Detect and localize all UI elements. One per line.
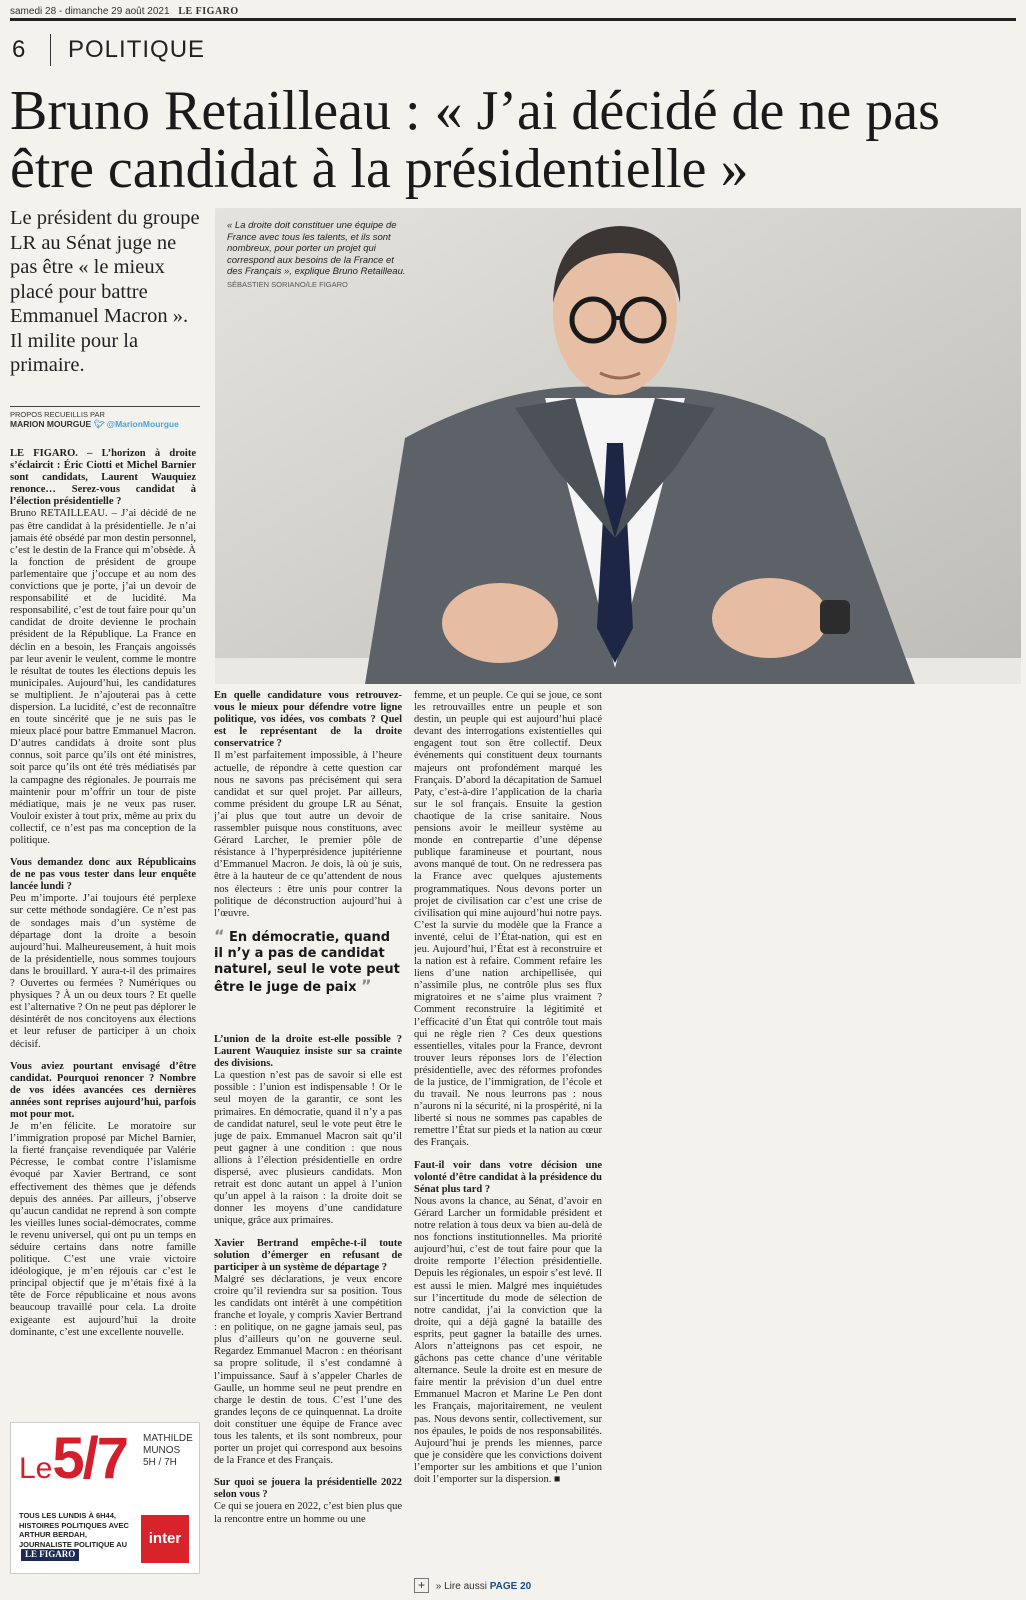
plus-icon: + <box>414 1578 429 1593</box>
question: En quelle candidature vous retrouvez-vous le mieux pour défendre votre ligne politique, vos idées, vos combats ? Quel est le représentant de la droite conservatrice ? <box>214 690 402 750</box>
promo-show-title <box>19 1425 127 1492</box>
article-column-3 <box>414 690 602 1570</box>
promo-number: 5/7 <box>52 1426 128 1491</box>
answer: La question n’est pas de savoir si elle est possible : l’union est indispensable ! Or le seul moyen de la garantir, ce sont les primaires. En démocratie, quand il n’y a pas de candidat naturel, seul le vote peut être le juge de paix. Emmanuel Macron sait qu’il peut gagner à une condition : que nous allions à l’élection présidentielle en ordre dispersé, avec plusieurs candidats. Mon retrait est donc autant un appel à l’union qu’un appel à la raison : la droite doit se donner les moyens d’une candidature unique, grâce aux primaires. <box>214 1070 402 1227</box>
open-quote-icon: “ <box>214 926 225 945</box>
promo-info <box>19 1511 129 1561</box>
byline-rule <box>10 406 200 407</box>
promo-hours: 5H / 7H <box>143 1457 177 1468</box>
byline-author <box>10 419 210 430</box>
caption-text: « La droite doit constituer une équipe de France avec tous les talents, et ils sont nombreux, pour porter un projet qui correspond aux besoins de la France et des Français », explique Bruno Retailleau. <box>227 220 406 277</box>
answer: Il m’est parfaitement impossible, à l’heure actuelle, de répondre à cette question car nous ne savons pas précisément qui sera candidat et sur quel projet. Par ailleurs, comme président du groupe LR au Sénat, j’ai plus que tout autre un devoir de rassembler puisque nous constituons, avec Gérard Larcher, le premier pôle de résistance à l’hyperprésidence jupitérienne d’Emmanuel Macron. Je dois, là où je suis, être à la hauteur de ce qu’attendent de nous nos électeurs : être unis pour contrer la politique de déconstruction aujourd’hui à l’œuvre. <box>214 750 402 919</box>
promo-info-text: TOUS LES LUNDIS À 6H44, HISTOIRES POLITIQUES AVEC ARTHUR BERDAH, JOURNALISTE POLITIQUE AU <box>19 1511 129 1549</box>
answer: femme, et un peuple. Ce qui se joue, ce sont les retrouvailles entre un peuple et son destin, un peuple qui est aujourd’hui placé devant des interrogations existentielles qui engagent tout son être collectif. Deux événements qui constituent deux tournants majeurs ont profondément marqué les Français. D’abord la décapitation de Samuel Paty, c’est-à-dire l’application de la charia sur le sol français. Ensuite la gestion chaotique de la crise sanitaire. Nous pensions avoir le meilleur système au monde en contrepartie d’une dépense publique faramineuse et pourtant, nous avons manqué de tout. On ne redressera pas la France avec quelques ajustements programmatiques. Nous devons porter un projet de civilisation car c’est une crise de civilisation qui mine aujourd’hui notre pays. C’est la survie du modèle que la France a inventé, celui de l’État-nation, qui est en jeu. Aujourd’hui, l’État est à reconstruire et la nation est à refaire. Comment refaire les liens d’une nation archipellisée, qui n’assimile plus, ne contrôle plus ses flux migratoires et ne s’aime plus vraiment ? Comment reconstruire la légitimité et l’efficacité d’un État qui contrôle tout mais qui ne règle rien ? Ces deux questions essentielles, vitales pour la France, devront trouver leurs réponses lors de l’élection présidentielle, avec des réformes profondes de la justice, de l’immigration, de l’école et du travail. Ne nous leurrons pas : nous n’aurons ni la sécurité, ni la prospérité, ni la liberté si nous ne sommes pas capables de remettre l’État sur pieds et la nation au cœur des Français. <box>414 690 602 1149</box>
issue-date: samedi 28 - dimanche 29 août 2021 <box>10 6 170 17</box>
close-quote-icon: ” <box>361 976 372 995</box>
promo-le: Le <box>19 1452 53 1485</box>
france-inter-logo: inter <box>141 1515 189 1563</box>
question: Vous aviez pourtant envisagé d’être candidat. Pourquoi renoncer ? Nombre de vos idées avancées ces dernières années sont reprises aujourd’hui, parfois mot pour mot. <box>10 1060 196 1120</box>
photo-credit: SÉBASTIEN SORIANO/LE FIGARO <box>227 279 348 289</box>
radio-promo[interactable] <box>10 1422 200 1574</box>
question: Xavier Bertrand empêche-t-il toute solution d’émerger en refusant de participer à un système de départage ? <box>214 1237 402 1273</box>
masthead-rule <box>10 18 1016 21</box>
pull-quote-text: En démocratie, quand il n’y a pas de candidat naturel, seul le vote peut être le juge de paix <box>214 930 400 995</box>
deck: Le président du groupe LR au Sénat juge ne pas être « le mieux placé pour battre Emmanuel Macron ». Il milite pour la primaire. <box>10 207 200 376</box>
question: Sur quoi se jouera la présidentielle 2022 selon vous ? <box>214 1477 402 1501</box>
answer: Peu m’importe. J’ai toujours été perplexe sur cette méthode sondagière. Ce n’est pas de sondages mais d’un système de départage dont la droite a besoin aujourd’hui. Malheureusement, à huit mois de la présidentielle, nous sommes toujours dans le brouillard. Y aura-t-il des primaires ? Ouvertes ou fermées ? Numériques ou physiques ? À un ou deux tours ? Et quelle est l’alternative ? On ne peut pas déplorer le désintérêt de nos concitoyens aux élections et leur refuser de participer à un choix décisif. <box>10 893 196 1050</box>
author-twitter-handle[interactable]: @MarionMourgue <box>106 419 179 429</box>
promo-host <box>143 1433 199 1469</box>
question: Vous demandez donc aux Républicains de ne pas vous tester dans leur enquête lancée lundi ? <box>10 857 196 893</box>
read-also-page[interactable]: PAGE 20 <box>489 1581 532 1592</box>
read-also-footer[interactable] <box>414 1578 602 1593</box>
question: LE FIGARO. – L’horizon à droite s’éclaircit : Éric Ciotti et Michel Barnier sont candidats, Laurent Wauquiez renonce… Serez-vous candidat à l’élection présidentielle ? <box>10 448 196 508</box>
twitter-icon: 🐦︎ <box>93 419 105 429</box>
headline <box>10 82 1020 198</box>
author-name: MARION MOURGUE <box>10 419 92 429</box>
answer: Je m’en félicite. Le moratoire sur l’immigration proposé par Michel Barnier, la fierté française revendiquée par Valérie Pécresse, le combat contre l’islamisme évoqué par Xavier Bertrand, ce sont effectivement des thèmes que je défends depuis des années. Par ailleurs, j’observe qu’aucun candidat ne reprend à son compte les vieilles lunes social-démocrates, comme le revenu universel, qui ont pu un temps en séduire certains dans notre famille politique. C’est une vraie victoire idéologique, je m’en réjouis car c’est le principal objectif que je m’étais fixé à la tête de Force républicaine et nous avons beaucoup travaillé pour cela. La droite exigeante est aujourd’hui la droite dominante, c’est une excellente nouvelle. <box>10 1121 196 1338</box>
article-column-2-top <box>214 690 402 920</box>
answer: Bruno RETAILLEAU. – J’ai décidé de ne pas être candidat à la présidentielle. Je n’ai jamais été obsédé par mon destin personnel, c’est le destin de la France qui m’obsède. À la fonction de président de groupe parlementaire que j’occupe et au nom des convictions que je porte, j’ai un devoir de responsabilité et de lucidité. Ma responsabilité, c’est de tout faire pour qu’un candidat de droite devienne le prochain président de la République. La France en déclin en a besoin, les Français angoissés par leur avenir le veulent, comme le montre le résultat de toutes les élections depuis les municipales. Aujourd’hui, les candidatures se multiplient. Je n’ajouterai pas à cette dispersion. La lucidité, c’est de reconnaître en toute sincérité que je ne suis pas le mieux placé pour battre Emmanuel Macron. D’autres candidats à droite sont plus connus, soit parce qu’ils ont été ministres, soit parce qu’ils ont été très médiatisés par la campagne des régionales. Je pourrais me maintenir pour m’offrir un tour de piste médiatique, mais je ne veux pas ruser. Vouloir exister à tout prix, même au prix du collectif, ce n’est pas ma conception de la politique. <box>10 508 196 846</box>
section-name: POLITIQUE <box>68 36 206 63</box>
byline <box>10 410 210 430</box>
answer: Nous avons la chance, au Sénat, d’avoir en Gérard Larcher un formidable président et notre relation à tous deux va bien au-delà de nos fonctions institutionnelles. Ma priorité aujourd’hui, c’est de tout faire pour que la droite remporte l’élection présidentielle. Depuis les régionales, un espoir s’est levé. Il est aussi le mien. Malgré mes inquiétudes sur l’incertitude du mode de sélection de notre candidat, j’ai la conviction que la droite, qui a déjà gagné la bataille des esprits, peut gagner la bataille des urnes. Alors n’atteignons pas cet espoir, ne gâchons pas cette chance d’une véritable alternance. Seule la droite est en mesure de faire mentir la prévision d’un duel entre Emmanuel Macron et Marine Le Pen dont les Français, majoritairement, ne veulent pas. Nous devons sentir, collectivement, sur nos épaules, le poids de nos responsabilités. Aujourd’hui je prends les miennes, parce que je considère que les convictions doivent l’emporter sur les ambitions et que l’union doit l’emporter sur la dispersion. ■ <box>414 1195 602 1485</box>
question: Faut-il voir dans votre décision une volonté d’être candidat à la présidence du Sénat plus tard ? <box>414 1159 602 1195</box>
answer: Ce qui se jouera en 2022, c’est bien plus que la rencontre entre un homme ou une <box>214 1501 402 1525</box>
masthead-bar <box>10 6 1016 18</box>
headline-line-2: être candidat à la présidentielle » <box>10 138 749 200</box>
figaro-logo: LE FIGARO <box>21 1549 79 1561</box>
photo-caption <box>227 220 407 290</box>
article-column-2-bottom <box>214 1034 402 1590</box>
page-number: 6 <box>12 36 26 63</box>
question: L’union de la droite est-elle possible ? Laurent Wauquiez insiste sur sa crainte des divisions. <box>214 1034 402 1070</box>
pull-quote <box>214 928 402 996</box>
byline-label: PROPOS RECUEILLIS PAR <box>10 410 105 419</box>
masthead-brand: LE FIGARO <box>178 6 239 17</box>
section-divider <box>50 34 51 66</box>
answer: Malgré ses déclarations, je veux encore croire qu’il reviendra sur sa position. Tous les candidats ont intérêt à une compétition franche et loyale, y compris Xavier Bertrand : en politique, on ne gagne jamais seul, pas plus d’ailleurs qu’on ne gouverne seul. Regardez Emmanuel Macron : en théorisant sa propre solitude, il s’est condamné à l’impuissance. Sauf à s’appeler Charles de Gaulle, un homme seul ne peut prendre en charge le destin de tous. C’est l’une des grandes leçons de ce quinquennat. La droite doit constituer une équipe de France avec tous les talents, et ils sont nombreux, pour porter un projet qui correspond aux besoins de la France et des Français. <box>214 1273 402 1467</box>
promo-host-name: MATHILDE MUNOS <box>143 1433 193 1456</box>
read-also-label: » Lire aussi <box>435 1581 487 1592</box>
article-column-1 <box>10 448 196 1418</box>
headline-line-1: Bruno Retailleau : « J’ai décidé de ne pas <box>10 80 940 142</box>
